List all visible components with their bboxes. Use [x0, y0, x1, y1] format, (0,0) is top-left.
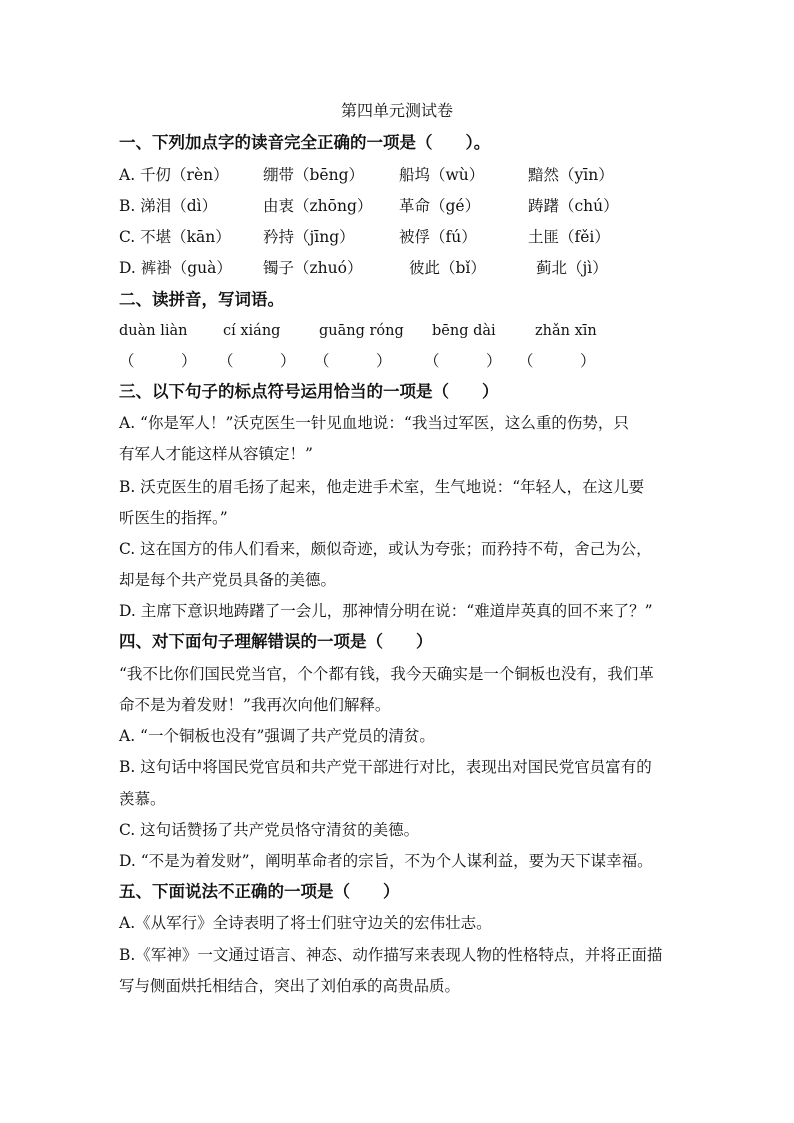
q2-pinyin-3: guāng róng: [319, 323, 404, 339]
q1-a-item-3: 船坞（wù）: [399, 166, 485, 184]
q2-blank-3[interactable]: （ ）: [314, 352, 392, 370]
q3-line: A. “你是军人！”沃克医生一针见血地说：“我当过军医，这么重的伤势，只: [119, 414, 629, 432]
q1-c-item-2: 矜持（jīng）: [263, 228, 355, 246]
q3-line: D. 主席下意识地踌躇了一会儿，那神情分明在说：“难道岸英真的回不来了？”: [119, 602, 653, 620]
q1-d-item-4: 蓟北（jì）: [536, 259, 608, 277]
q1-b-item-1: B. 涕泪（dì）: [119, 197, 218, 215]
q1-a-item-2: 绷带（bēng）: [263, 166, 365, 184]
q3-heading: 三、以下句子的标点符号运用恰当的一项是（ ）: [119, 382, 499, 401]
q3-line: 却是每个共产党员具备的美德。: [119, 571, 337, 589]
q4-line: A. “一个铜板也没有”强调了共产党员的清贫。: [119, 727, 435, 745]
q4-line: C. 这句话赞扬了共产党员恪守清贫的美德。: [119, 821, 420, 839]
q3-line: C. 这在国方的伟人们看来，颇似奇迹，或认为夸张；而矜持不苟，舍己为公，: [119, 540, 652, 558]
q3-line: 有军人才能这样从容镇定！”: [119, 445, 313, 463]
q2-heading: 二、读拼音，写词语。: [119, 290, 284, 309]
q1-c-item-4: 土匪（fěi）: [528, 228, 610, 246]
q4-line: 命不是为着发财！”我再次向他们解释。: [119, 696, 391, 714]
q1-b-item-4: 踌躇（chú）: [528, 197, 619, 215]
q1-c-item-3: 被俘（fú）: [399, 228, 477, 246]
q4-line: D. “不是为着发财”，阐明革命者的宗旨，不为个人谋利益，要为天下谋幸福。: [119, 852, 653, 870]
q1-c-item-1: C. 不堪（kān）: [119, 228, 231, 246]
q1-heading: 一、下列加点字的读音完全正确的一项是（ ）。: [119, 133, 491, 152]
q2-pinyin-5: zhǎn xīn: [535, 323, 597, 339]
exam-title: 第四单元测试卷: [341, 101, 454, 120]
q1-d-item-2: 镯子（zhuó）: [263, 259, 363, 277]
q4-line: 羡慕。: [119, 790, 166, 808]
q4-line: “我不比你们国民党当官，个个都有钱，我今天确实是一个铜板也没有，我们革: [119, 665, 654, 683]
q4-line: B. 这句话中将国民党官员和共产党干部进行对比，表现出对国民党官员富有的: [119, 758, 652, 776]
q2-blank-2[interactable]: （ ）: [218, 352, 296, 370]
q4-heading: 四、对下面句子理解错误的一项是（ ）: [119, 632, 433, 651]
q5-line: 写与侧面烘托相结合，突出了刘伯承的高贵品质。: [119, 977, 461, 995]
q2-pinyin-4: bēng dài: [432, 323, 496, 339]
q1-d-item-1: D. 裤褂（guà）: [119, 259, 232, 277]
q3-line: B. 沃克医生的眉毛扬了起来，他走进手术室，生气地说：“年轻人，在这儿要: [119, 478, 645, 496]
q1-a-item-4: 黯然（yīn）: [528, 166, 614, 184]
q2-pinyin-1: duàn liàn: [119, 323, 188, 339]
q3-line: 听医生的指挥。”: [119, 509, 228, 527]
q2-blank-5[interactable]: （ ）: [518, 352, 596, 370]
q5-line: A.《从军行》全诗表明了将士们驻守边关的宏伟壮志。: [119, 914, 492, 932]
q1-d-item-3: 彼此（bǐ）: [409, 259, 486, 277]
q2-pinyin-2: cí xiáng: [223, 323, 281, 339]
q1-b-item-3: 革命（gé）: [399, 197, 481, 215]
q1-a-item-1: A. 千仞（rèn）: [119, 166, 229, 184]
q1-b-item-2: 由衷（zhōng）: [263, 197, 373, 215]
q5-heading: 五、下面说法不正确的一项是（ ）: [119, 882, 400, 901]
q2-blank-1[interactable]: （ ）: [119, 352, 197, 370]
q2-blank-4[interactable]: （ ）: [424, 352, 502, 370]
q5-line: B.《军神》一文通过语言、神态、动作描写来表现人物的性格特点，并将正面描: [119, 946, 663, 964]
